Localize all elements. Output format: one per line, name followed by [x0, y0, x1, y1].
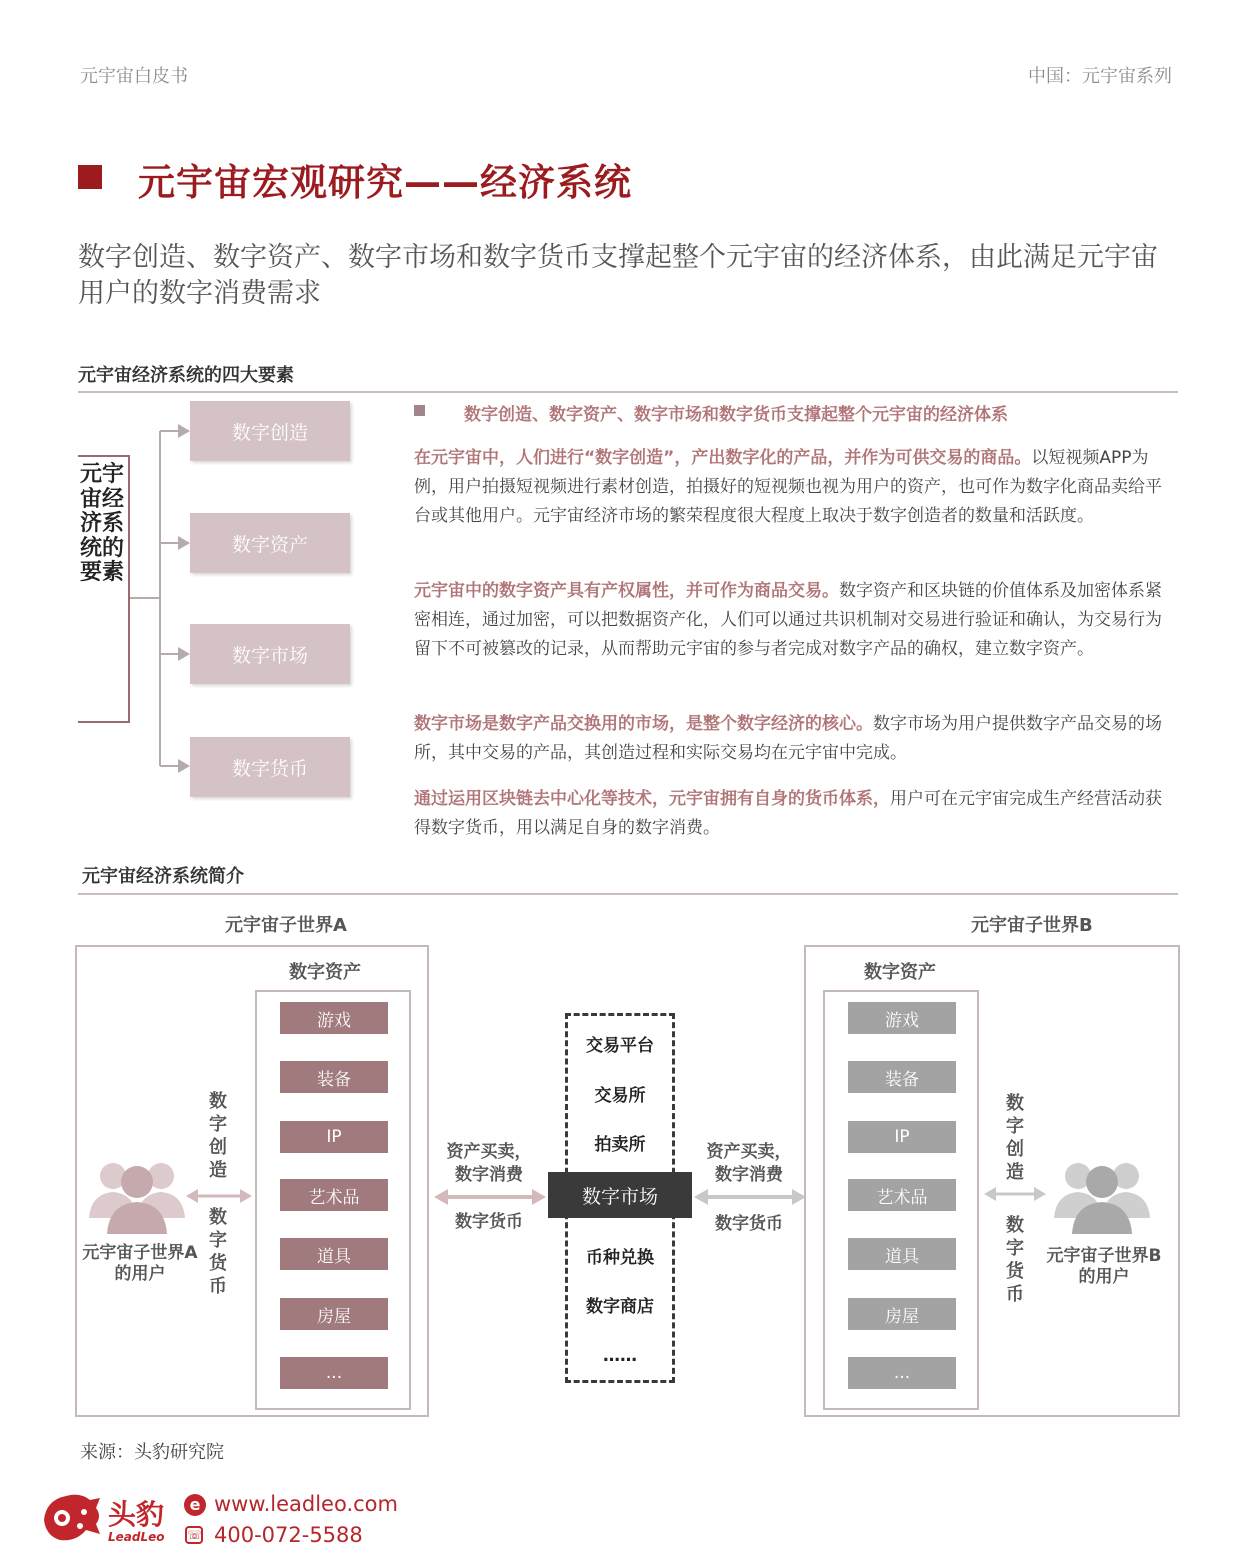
root-label-bracket [78, 455, 130, 723]
bullet-summary: 数字创造、数字资产、数字市场和数字货币支撑起整个元宇宙的经济体系 [464, 405, 1008, 425]
element-box-creation: 数字创造 [190, 401, 350, 461]
paragraph-creation: 在元宇宙中，人们进行“数字创造”，产出数字化的产品，并作为可供交易的商品。以短视频APP为例，用户拍摄短视频进行素材创造，拍摄好的短视频也视为用户的资产，也可作为数字化商品卖给平台或其他用户。元宇宙经济市场的繁荣程度很大程度上取决于数字创造者的数量和活跃度。 [414, 448, 1162, 526]
world-b-currency-label: 数字货币 [1006, 1215, 1024, 1305]
market-item: 数字商店 [586, 1297, 654, 1317]
doc-series-title: 元宇宙白皮书 [80, 66, 188, 87]
flow-left-top-label: 资产买卖，数字消费 [446, 1142, 532, 1185]
asset-item: IP [280, 1121, 388, 1153]
asset-item: 装备 [848, 1061, 956, 1093]
world-b-creation-label: 数字创造 [1006, 1093, 1024, 1183]
asset-item: 艺术品 [848, 1179, 956, 1211]
website-icon: e [184, 1494, 206, 1516]
section-divider [78, 391, 1178, 393]
market-item: …… [603, 1346, 637, 1366]
brand-name-en: LeadLeo [108, 1530, 165, 1544]
market-item: 拍卖所 [594, 1135, 646, 1155]
world-a-assets-title: 数字资产 [289, 962, 361, 983]
paragraph-assets: 元宇宙中的数字资产具有产权属性，并可作为商品交易。数字资产和区块链的价值体系及加密体系紧密相连，通过加密，可以把数据资产化，人们可以通过共识机制对交易进行验证和确认，为交易行为留下不可被篡改的记录，从而帮助元宇宙的参与者完成对数字产品的确权，建立数字资产。 [414, 581, 1162, 659]
doc-series-subtitle: 中国：元宇宙系列 [1028, 66, 1172, 87]
asset-item: 房屋 [848, 1298, 956, 1330]
title-square-icon [78, 165, 102, 189]
flow-left-bottom-label: 数字货币 [455, 1212, 523, 1232]
market-item: 币种兑换 [586, 1248, 654, 1268]
flow-right-bottom-label: 数字货币 [715, 1214, 783, 1234]
asset-item: ... [280, 1357, 388, 1389]
world-a-creation-label: 数字创造 [209, 1091, 227, 1181]
asset-item: 道具 [848, 1238, 956, 1270]
paragraph-market: 数字市场是数字产品交换用的市场，是整个数字经济的核心。数字市场为用户提供数字产品交易的场所，其中交易的产品，其创造过程和实际交易均在元宇宙中完成。 [414, 714, 1162, 763]
paragraph-currency: 通过运用区块链去中心化等技术，元宇宙拥有自身的货币体系，用户可在元宇宙完成生产经营活动获得数字货币，用以满足自身的数字消费。 [414, 789, 1162, 838]
asset-item: ... [848, 1357, 956, 1389]
section-heading-elements: 元宇宙经济系统的四大要素 [78, 365, 294, 386]
double-arrow-icon [434, 1186, 546, 1208]
tree-connectors [128, 420, 198, 780]
market-center-box: 数字市场 [548, 1172, 692, 1218]
double-arrow-icon [694, 1186, 806, 1208]
page-subtitle: 数字创造、数字资产、数字市场和数字货币支撑起整个元宇宙的经济体系，由此满足元宇宙用户的数字消费需求 [78, 242, 1158, 309]
element-box-assets: 数字资产 [190, 513, 350, 573]
market-item: 交易所 [594, 1086, 646, 1106]
bullet-square-icon [414, 405, 425, 416]
section-heading-overview: 元宇宙经济系统简介 [82, 866, 244, 887]
element-box-currency: 数字货币 [190, 737, 350, 797]
root-label: 元宇宙经济系统的要素 [79, 462, 124, 585]
asset-item: IP [848, 1121, 956, 1153]
double-arrow-icon [186, 1186, 252, 1206]
element-box-market: 数字市场 [190, 624, 350, 684]
website-link[interactable]: www.leadleo.com [214, 1492, 398, 1516]
brand-name-cn: 头豹 [108, 1498, 165, 1531]
leopard-logo-icon [40, 1490, 104, 1546]
double-arrow-icon [984, 1184, 1046, 1204]
asset-item: 装备 [280, 1061, 388, 1093]
users-icon [85, 1158, 189, 1238]
world-b-assets-title: 数字资产 [864, 962, 936, 983]
world-a-currency-label: 数字货币 [209, 1207, 227, 1297]
phone-icon: ☏ [187, 1528, 203, 1542]
asset-item: 艺术品 [280, 1179, 388, 1211]
asset-item: 游戏 [280, 1002, 388, 1034]
users-icon [1050, 1158, 1154, 1238]
world-b-user-label: 元宇宙子世界B的用户 [1046, 1246, 1162, 1287]
asset-item: 游戏 [848, 1002, 956, 1034]
phone-number[interactable]: 400-072-5588 [214, 1523, 363, 1547]
page-title: 元宇宙宏观研究——经济系统 [138, 161, 632, 204]
section-divider [78, 893, 1178, 895]
source-note: 来源：头豹研究院 [80, 1442, 224, 1463]
flow-right-top-label: 资产买卖，数字消费 [706, 1142, 792, 1185]
market-item: 交易平台 [586, 1036, 654, 1056]
world-a-user-label: 元宇宙子世界A的用户 [82, 1243, 198, 1284]
asset-item: 房屋 [280, 1298, 388, 1330]
world-a-title: 元宇宙子世界A [225, 915, 347, 936]
world-b-title: 元宇宙子世界B [971, 915, 1093, 936]
asset-item: 道具 [280, 1238, 388, 1270]
